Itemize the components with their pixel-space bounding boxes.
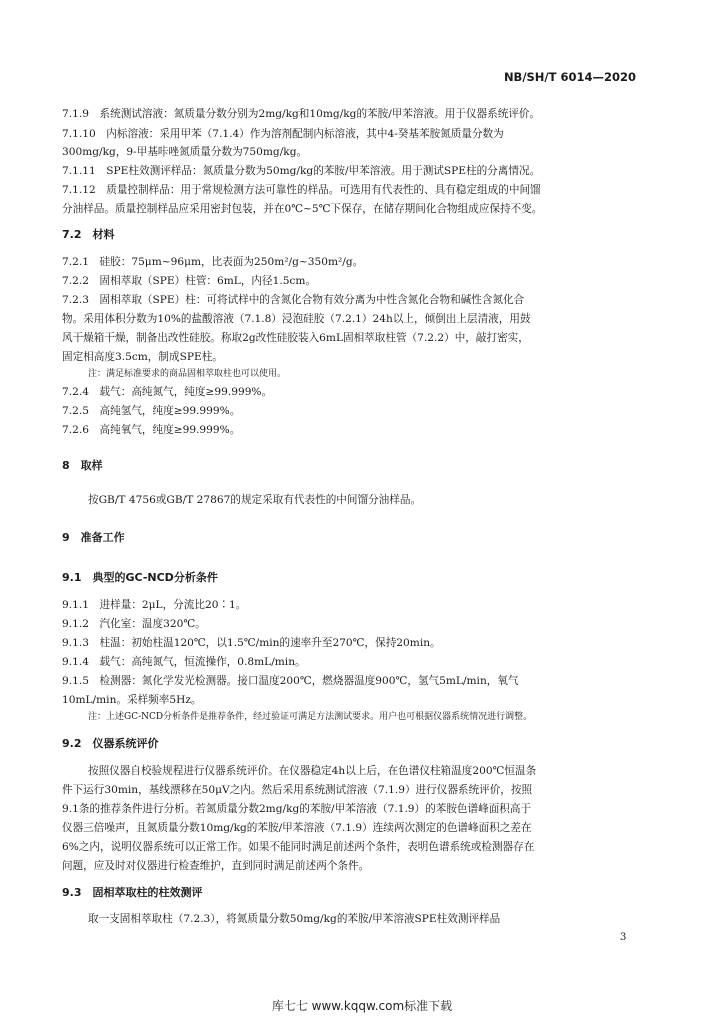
clause-7-2-3-cont3: 固定相高度3.5cm，制成SPE柱。 [62,351,223,363]
clause-7-2-4: 7.2.4 载气：高纯氮气，纯度≥99.999%。 [62,386,273,398]
heading-9-2: 9.2 仪器系统评价 [62,737,159,750]
clause-9-2-p3: 9.1条的推荐条件进行分析。若氮质量分数2mg/kg的苯胺/甲苯溶液（7.1.9）的苯胺色谱峰面积高于 [62,803,532,815]
clause-7-1-10-cont: 300mg/kg，9-甲基咔唑氮质量分数为750mg/kg。 [62,146,308,158]
clause-9-2-p4: 仪器三倍噪声，且氮质量分数10mg/kg的苯胺/甲苯溶液（7.1.9）连续两次测定的色谱峰面积之差在 [62,822,532,834]
page-number: 3 [620,932,627,943]
clause-7-1-12: 7.1.12 质量控制样品：用于常规检测方法可靠性的样品。可选用有代表性的、具有稳定组成的中间馏 [62,184,541,196]
clause-7-1-10: 7.1.10 内标溶液：采用甲苯（7.1.4）作为溶剂配制内标溶液，其中4-癸基苯胺氮质量分数为 [62,128,504,140]
heading-9-3: 9.3 固相萃取柱的柱效测评 [62,886,203,899]
clause-9-3-body: 取一支固相萃取柱（7.2.3），将氮质量分数50mg/kg的苯胺/甲苯溶液SPE柱效测评样品 [88,913,501,925]
heading-9-1: 9.1 典型的GC-NCD分析条件 [62,571,218,584]
clause-7-2-3-cont2: 风干燥箱干燥，制备出改性硅胶。称取2g改性硅胶装入6mL固相萃取柱管（7.2.2）中，敲打密实， [62,332,529,344]
clause-7-1-11: 7.1.11 SPE柱效测评样品：氮质量分数为50mg/kg的苯胺/甲苯溶液。用于测试SPE柱的分离情况。 [62,165,541,177]
clause-9-2-p1: 按照仪器自校验规程进行仪器系统评价。在仪器稳定4h以上后，在色谱仪柱箱温度200℃恒温条 [88,765,537,777]
clause-8-body: 按GB/T 4756或GB/T 27867的规定采取有代表性的中间馏分油样品。 [88,494,422,506]
footer-watermark[interactable]: 库七七 www.kqqw.com标准下载 [271,999,453,1013]
clause-7-2-2: 7.2.2 固相萃取（SPE）柱管：6mL，内径1.5cm。 [62,275,317,287]
clause-7-2-6: 7.2.6 高纯氧气，纯度≥99.999%。 [62,424,241,436]
clause-9-1-3: 9.1.3 柱温：初始柱温120℃，以1.5℃/min的速率升至270℃，保持20min。 [62,637,441,649]
clause-7-2-1: 7.2.1 硅胶：75μm~96μm，比表面为250m²/g~350m²/g。 [62,256,364,268]
heading-7-2: 7.2 材料 [62,228,115,241]
clause-9-1-5: 9.1.5 检测器：氮化学发光检测器。接口温度200℃，燃烧器温度900℃，氢气5mL/min，氧气 [62,675,519,687]
clause-9-2-p5: 6%之内，说明仪器系统可以正常工作。如果不能同时满足前述两个条件，表明色谱系统或检测器存在 [62,841,535,853]
clause-9-1-5-cont: 10mL/min。采样频率5Hz。 [62,694,202,706]
standard-number: NB/SH/T 6014—2020 [503,70,636,84]
note-7-2-3: 注：满足标准要求的商品固相萃取柱也可以使用。 [88,369,287,379]
clause-9-1-2: 9.1.2 汽化室：温度320℃。 [62,618,206,630]
heading-9: 9 准备工作 [62,531,125,544]
clause-7-2-5: 7.2.5 高纯氢气，纯度≥99.999%。 [62,405,241,417]
clause-7-1-9: 7.1.9 系统测试溶液：氮质量分数分别为2mg/kg和10mg/kg的苯胺/甲苯溶液。用于仪器系统评价。 [62,108,541,120]
clause-9-1-1: 9.1.1 进样量：2μL，分流比20∶1。 [62,599,247,611]
heading-8: 8 取样 [62,459,103,472]
note-9-1: 注：上述GC-NCD分析条件是推荐条件，经过验证可满足方法测试要求。用户也可根据仪器系统情况进行调整。 [88,712,533,722]
clause-9-1-4: 9.1.4 载气：高纯氮气，恒流操作，0.8mL/min。 [62,656,306,668]
clause-7-2-3: 7.2.3 固相萃取（SPE）柱：可将试样中的含氮化合物有效分离为中性含氮化合物和碱性含氮化合 [62,294,525,306]
clause-7-1-12-cont: 分油样品。质量控制样品应采用密封包装，并在0℃~5℃下保存，在储存期间化合物组成应保持不变。 [62,203,543,215]
clause-9-2-p6: 问题，应及时对仪器进行检查维护，直到同时满足前述两个条件。 [62,860,370,872]
clause-9-2-p2: 件下运行30min，基线漂移在50μV之内。然后采用系统测试溶液（7.1.9）进行仪器系统评价，按照 [62,784,533,796]
clause-7-2-3-cont1: 物。采用体积分数为10%的盐酸溶液（7.1.8）浸泡硅胶（7.2.1）24h以上，倾倒出上层清液，用鼓 [62,313,531,325]
